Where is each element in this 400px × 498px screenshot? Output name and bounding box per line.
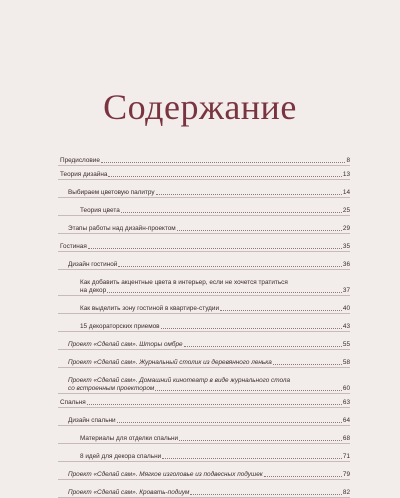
toc-entry-page: 79 xyxy=(342,471,350,478)
toc-entry-page: 37 xyxy=(342,287,350,294)
toc-entry-page: 35 xyxy=(342,243,350,250)
toc-entry[interactable] xyxy=(58,296,350,314)
toc-entry[interactable] xyxy=(58,426,350,444)
toc-entry[interactable] xyxy=(58,350,350,368)
toc-entry-page: 55 xyxy=(342,341,350,348)
toc-entry[interactable] xyxy=(58,462,350,480)
toc-entry-page: 63 xyxy=(342,399,350,406)
toc-entry-page: 64 xyxy=(342,417,350,424)
toc-entry-title-line2: со встроенным проектором xyxy=(68,385,155,392)
toc-entry[interactable] xyxy=(58,234,350,252)
toc-entry-page: 58 xyxy=(342,359,350,366)
toc-entry-page: 36 xyxy=(342,261,350,268)
toc-entry-title-line2: на декор xyxy=(80,287,107,294)
toc-entry-page: 13 xyxy=(342,171,350,178)
toc-entry-title: Спальня xyxy=(60,399,86,406)
toc-entry[interactable] xyxy=(58,408,350,426)
toc-entry[interactable] xyxy=(58,252,350,270)
toc-entry[interactable] xyxy=(58,180,350,198)
toc-entry-page: 25 xyxy=(342,207,350,214)
toc-entry-title: Как выделить зону гостиной в квартире-студии xyxy=(80,305,220,312)
toc-entry-title: Теория дизайна xyxy=(60,171,108,178)
toc-entry-title: Материалы для отделки спальни xyxy=(80,435,179,442)
toc-entry[interactable] xyxy=(58,444,350,462)
toc-entry-title: Гостиная xyxy=(60,243,87,250)
toc-entry-page: 82 xyxy=(342,489,350,496)
toc-entry[interactable] xyxy=(58,332,350,350)
toc-entry-title-line1: Проект «Сделай сам». Домашний кинотеатр в виде журнального стола xyxy=(68,377,291,384)
toc-entry-page: 29 xyxy=(342,225,350,232)
toc-entry-title: Выбираем цветовую палитру xyxy=(68,189,155,196)
toc-entry-page: 71 xyxy=(342,453,350,460)
toc-entry-title: 8 идей для декора спальни xyxy=(80,453,162,460)
toc-entry-title: Дизайн спальни xyxy=(68,417,116,424)
toc-entry-page: 8 xyxy=(346,157,350,164)
toc-entry[interactable] xyxy=(58,152,350,166)
toc-entry-title: Теория цвета xyxy=(80,207,120,214)
toc-entry-title: Дизайн гостиной xyxy=(68,261,118,268)
toc-entry[interactable] xyxy=(58,198,350,216)
toc-entry-page: 43 xyxy=(342,323,350,330)
toc-entry-title: Проект «Сделай сам». Мягкое изголовье из подвесных подушек xyxy=(68,471,263,478)
toc-entry[interactable] xyxy=(58,166,350,180)
toc-entry-page: 14 xyxy=(342,189,350,196)
toc-entry[interactable] xyxy=(58,394,350,408)
toc-entry[interactable] xyxy=(58,368,350,394)
toc-entry-title: Предисловие xyxy=(60,157,100,164)
toc-entry-title: Проект «Сделай сам». Журнальный столик из деревянного ленька xyxy=(68,359,272,366)
toc-entry[interactable] xyxy=(58,314,350,332)
toc-entry-page: 60 xyxy=(342,385,350,392)
toc-entry[interactable] xyxy=(58,480,350,498)
toc-entry-title: Этапы работы над дизайн-проектом xyxy=(68,225,176,232)
table-of-contents xyxy=(58,152,350,498)
toc-entry-title: Проект «Сделай сам». Шторы омбре xyxy=(68,341,183,348)
page-title: Содержание xyxy=(103,87,297,127)
toc-entry-page: 68 xyxy=(342,435,350,442)
toc-entry[interactable] xyxy=(58,270,350,296)
toc-entry-page: 40 xyxy=(342,305,350,312)
toc-entry-title-line1: Как добавить акцентные цвета в интерьер, если не хочется тратиться xyxy=(80,279,288,286)
toc-entry-title: 15 декораторских приемов xyxy=(80,323,160,330)
toc-entry[interactable] xyxy=(58,216,350,234)
toc-entry-title: Проект «Сделай сам». Кровать-подиум xyxy=(68,489,190,496)
